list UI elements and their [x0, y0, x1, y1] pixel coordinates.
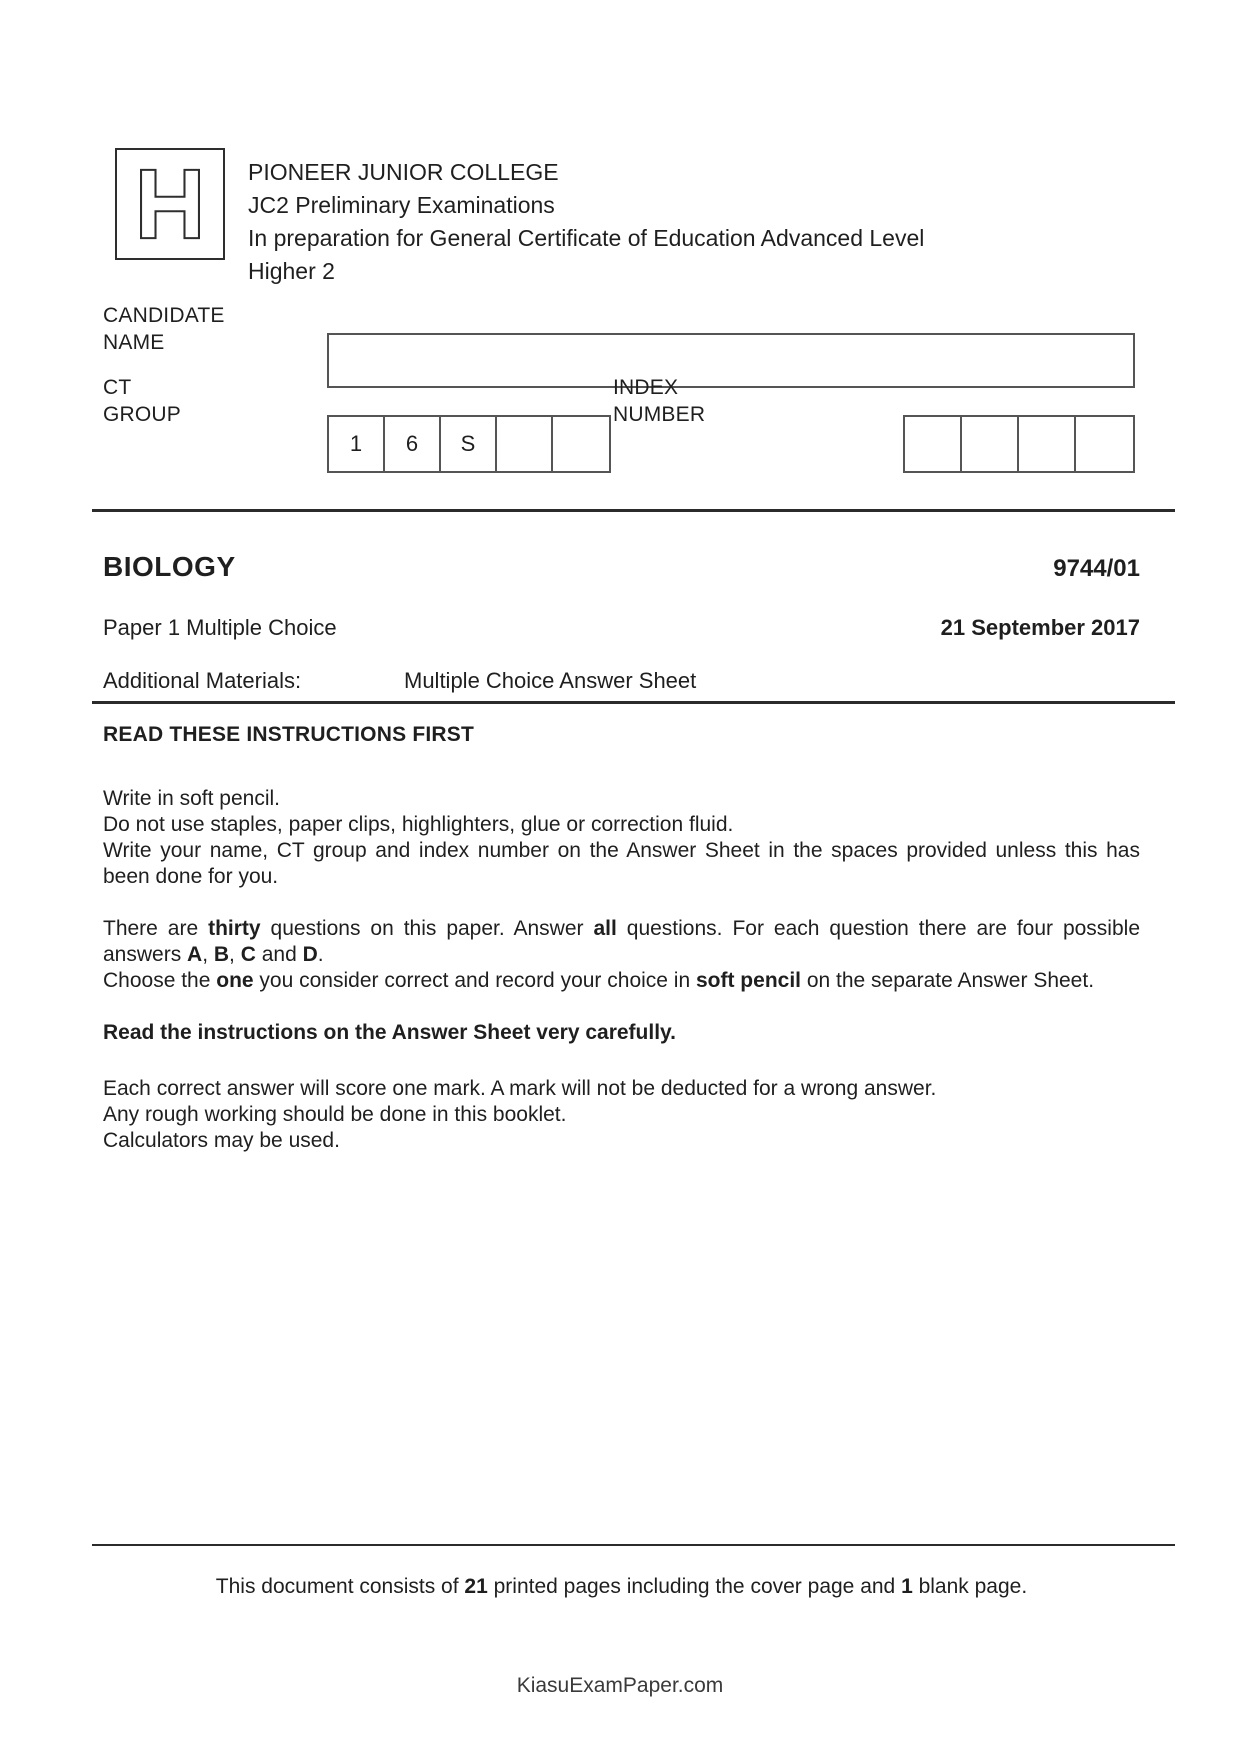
paper-code: 9744/01 — [1053, 555, 1140, 582]
index-number-boxes — [903, 415, 1135, 473]
title-row — [103, 551, 1140, 583]
ct-group-cell: 1 — [329, 417, 385, 471]
index-number-cell — [1019, 417, 1076, 471]
school-name: PIONEER JUNIOR COLLEGE — [248, 159, 559, 185]
index-number-label: INDEX NUMBER — [613, 376, 706, 426]
instructions-paragraph-4: Each correct answer will score one mark. A mark will not be deducted for a wrong answer. Any rough working should be done in this booklet. Calculators may be used. — [103, 1077, 937, 1152]
materials-label: Additional Materials: — [103, 668, 302, 693]
divider-middle — [92, 701, 1175, 704]
ct-group-cell: S — [441, 417, 497, 471]
ct-group-cell: 6 — [385, 417, 441, 471]
exam-level: Higher 2 — [248, 258, 335, 284]
school-logo-box — [115, 148, 225, 260]
instructions-paragraph-1: Write in soft pencil. Do not use staples, paper clips, highlighters, glue or correction fluid. Write your name, CT group and index number on the Answer Sheet in the spaces provided unless this has been done for you. — [103, 787, 1140, 888]
instructions-paragraph-2: There are thirty questions on this paper. Answer all questions. For each question there are four possible answers A, B, C and D. — [103, 917, 1140, 966]
instructions-section — [103, 722, 1140, 1154]
materials-value: Multiple Choice Answer Sheet — [404, 668, 697, 693]
candidate-name-box — [327, 333, 1135, 388]
index-number-cell — [962, 417, 1019, 471]
index-number-cell — [905, 417, 962, 471]
page-count-note: This document consists of 21 printed pages including the cover page and 1 blank page. — [215, 1575, 1028, 1598]
instructions-paragraph-3: Choose the one you consider correct and record your choice in soft pencil on the separate Answer Sheet. — [103, 969, 1095, 992]
index-number-cell — [1076, 417, 1133, 471]
materials-row — [103, 668, 1140, 694]
h-logo-icon — [140, 168, 200, 240]
exam-date: 21 September 2017 — [940, 615, 1140, 640]
subject-title: BIOLOGY — [103, 551, 236, 582]
ct-group-cell — [553, 417, 609, 471]
ct-group-boxes — [327, 415, 611, 473]
header-text — [248, 156, 924, 288]
candidate-name-label: CANDIDATE NAME — [103, 304, 225, 354]
exam-prep-line: In preparation for General Certificate of Education Advanced Level — [248, 225, 925, 251]
site-watermark: KiasuExamPaper.com — [516, 1674, 724, 1697]
divider-footer — [92, 1544, 1175, 1546]
paper-row — [103, 615, 1140, 641]
exam-name: JC2 Preliminary Examinations — [248, 192, 555, 218]
answer-sheet-warning: Read the instructions on the Answer Sheet very carefully. — [103, 1021, 676, 1044]
paper-title: Paper 1 Multiple Choice — [103, 615, 337, 640]
ct-group-label: CT GROUP — [103, 376, 182, 426]
divider-top — [92, 509, 1175, 512]
ct-group-cell — [497, 417, 553, 471]
instructions-heading: READ THESE INSTRUCTIONS FIRST — [103, 723, 474, 746]
